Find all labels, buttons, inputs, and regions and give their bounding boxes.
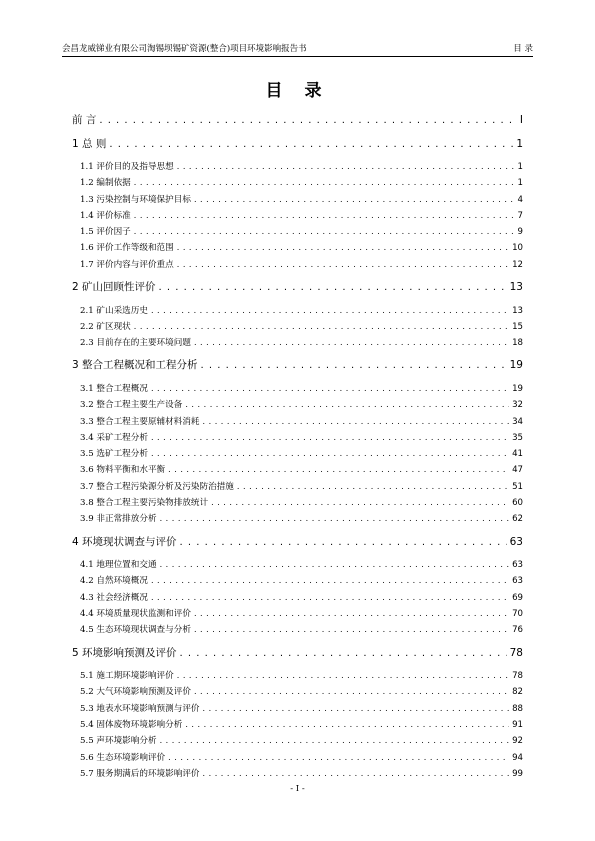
toc-dot-leader bbox=[160, 733, 510, 749]
toc-dot-leader bbox=[151, 446, 509, 462]
toc-entry-label: 5.5 声环境影响分析 bbox=[80, 736, 157, 747]
toc-entry-label: 5.4 固体废物环境影响分析 bbox=[80, 720, 183, 731]
header-document-title: 会昌龙威锑业有限公司淘锡坝锡矿资源(整合)项目环境影响报告书 bbox=[62, 44, 307, 54]
toc-entry-page-number: 13 bbox=[509, 281, 523, 294]
toc-section-entry[interactable] bbox=[72, 495, 523, 511]
toc-entry-label: 3.1 整合工程概况 bbox=[80, 383, 148, 394]
toc-dot-leader bbox=[168, 750, 509, 766]
toc-entry-page-number: 1 bbox=[517, 178, 523, 189]
toc-entry-page-number: 63 bbox=[509, 535, 523, 548]
toc-dot-leader bbox=[177, 668, 509, 684]
toc-entry-label: 1.2 编制依据 bbox=[80, 178, 131, 189]
toc-dot-leader bbox=[160, 511, 510, 527]
toc-dot-leader bbox=[99, 112, 517, 130]
toc-section-entry[interactable] bbox=[72, 257, 523, 273]
toc-entry-page-number: 76 bbox=[512, 625, 523, 636]
toc-entry-label: 4.2 自然环境概况 bbox=[80, 576, 148, 587]
toc-dot-leader bbox=[151, 430, 509, 446]
toc-entry-page-number: 4 bbox=[517, 194, 523, 205]
toc-entry-page-number: 63 bbox=[512, 560, 523, 571]
toc-dot-leader bbox=[159, 279, 507, 297]
toc-entry-page-number: 10 bbox=[512, 243, 523, 254]
toc-dot-leader bbox=[134, 319, 509, 335]
toc-dot-leader bbox=[180, 645, 507, 663]
toc-entry-label: 5 环境影响预测及评价 bbox=[72, 646, 177, 659]
toc-dot-leader bbox=[180, 534, 507, 552]
toc-entry-page-number: 15 bbox=[512, 321, 523, 332]
toc-entry-page-number: 51 bbox=[512, 481, 523, 492]
toc-section-entry[interactable] bbox=[72, 159, 523, 175]
toc-entry-page-number: 12 bbox=[512, 259, 523, 270]
toc-entry-page-number: 70 bbox=[512, 609, 523, 620]
toc-section-entry[interactable] bbox=[72, 750, 523, 766]
toc-entry-label: 3 整合工程概况和工程分析 bbox=[72, 359, 198, 372]
toc-entry-label: 前 言 bbox=[72, 114, 97, 126]
toc-entry-page-number: 1 bbox=[517, 162, 523, 172]
toc-entry-page-number: 99 bbox=[512, 768, 523, 779]
toc-dot-leader bbox=[151, 381, 509, 397]
toc-entry-label: 5.3 地表水环境影响预测与评价 bbox=[80, 703, 200, 714]
toc-entry-page-number: 88 bbox=[512, 703, 523, 714]
toc-section-entry[interactable] bbox=[72, 590, 523, 606]
toc-entry-page-number: 35 bbox=[512, 432, 523, 443]
toc-section-entry[interactable] bbox=[72, 397, 523, 413]
toc-entry-page-number: 69 bbox=[512, 592, 523, 603]
toc-entry-label: 3.7 整合工程污染源分析及污染防治措施 bbox=[80, 481, 234, 492]
toc-section-entry[interactable] bbox=[72, 381, 523, 397]
toc-entry-page-number: 32 bbox=[512, 400, 523, 411]
toc-entry-page-number: 78 bbox=[509, 646, 523, 659]
toc-entry-page-number: 19 bbox=[512, 383, 523, 394]
toc-entry-page-number: I bbox=[519, 114, 523, 126]
toc-section-entry[interactable] bbox=[72, 303, 523, 319]
toc-dot-leader bbox=[203, 414, 510, 430]
toc-section-entry[interactable] bbox=[72, 462, 523, 478]
toc-section-entry[interactable] bbox=[72, 717, 523, 733]
toc-section-entry[interactable] bbox=[72, 240, 523, 256]
toc-section-entry[interactable] bbox=[72, 192, 523, 208]
toc-entry-label: 4.4 环境质量现状监测和评价 bbox=[80, 609, 191, 620]
toc-dot-leader bbox=[194, 622, 509, 638]
toc-entry-label: 2.1 矿山采选历史 bbox=[80, 305, 148, 316]
toc-entry-page-number: 7 bbox=[517, 210, 523, 221]
toc-entry-label: 3.4 采矿工程分析 bbox=[80, 432, 148, 443]
toc-entry-page-number: 82 bbox=[512, 687, 523, 698]
toc-dot-leader bbox=[134, 175, 515, 191]
toc-dot-leader bbox=[151, 590, 509, 606]
toc-entry-label: 2 矿山回顾性评价 bbox=[72, 281, 156, 294]
toc-section-entry[interactable] bbox=[72, 766, 523, 782]
toc-entry-label: 3.3 整合工程主要原辅材料消耗 bbox=[80, 416, 200, 427]
toc-entry-label: 4 环境现状调查与评价 bbox=[72, 535, 177, 548]
toc-dot-leader bbox=[151, 573, 509, 589]
header-section-label: 目 录 bbox=[513, 44, 533, 54]
toc-entry-page-number: 9 bbox=[517, 227, 523, 238]
toc-entry-label: 1.1 评价目的及指导思想 bbox=[80, 162, 174, 172]
toc-section-entry[interactable] bbox=[72, 557, 523, 573]
toc-section-entry[interactable] bbox=[72, 573, 523, 589]
toc-entry-label: 4.3 社会经济概况 bbox=[80, 592, 148, 603]
toc-entry-label: 1.5 评价因子 bbox=[80, 227, 131, 238]
toc-entry-page-number: 41 bbox=[512, 449, 523, 460]
toc-section-entry[interactable] bbox=[72, 430, 523, 446]
toc-section-entry[interactable] bbox=[72, 208, 523, 224]
toc-dot-leader bbox=[151, 303, 509, 319]
toc-entry-label: 3.9 非正常排放分析 bbox=[80, 514, 157, 525]
toc-chapter-entry[interactable] bbox=[72, 279, 523, 297]
toc-entry-label: 4.5 生态环境现状调查与分析 bbox=[80, 625, 191, 636]
toc-section-entry[interactable] bbox=[72, 414, 523, 430]
toc-dot-leader bbox=[134, 208, 515, 224]
toc-entry-label: 3.6 物料平衡和水平衡 bbox=[80, 465, 166, 476]
toc-chapter-entry[interactable] bbox=[72, 136, 523, 154]
toc-spacer bbox=[72, 528, 523, 532]
toc-entry-label: 2.3 目前存在的主要环境问题 bbox=[80, 338, 191, 349]
toc-entry-label: 1.3 污染控制与环境保护目标 bbox=[80, 194, 191, 205]
toc-section-entry[interactable] bbox=[72, 479, 523, 495]
toc-dot-leader bbox=[194, 192, 515, 208]
toc-entry-label: 4.1 地理位置和交通 bbox=[80, 560, 157, 571]
toc-section-entry[interactable] bbox=[72, 224, 523, 240]
page-number-footer: - I - bbox=[290, 784, 305, 794]
toc-dot-leader bbox=[211, 495, 509, 511]
toc-dot-leader bbox=[177, 257, 509, 273]
toc-dot-leader bbox=[203, 766, 510, 782]
toc-section-entry[interactable] bbox=[72, 733, 523, 749]
toc-entry-page-number: 78 bbox=[512, 671, 523, 682]
toc-section-entry[interactable] bbox=[72, 446, 523, 462]
toc-section-entry[interactable] bbox=[72, 701, 523, 717]
toc-entry-label: 3.5 选矿工程分析 bbox=[80, 449, 148, 460]
toc-entry-page-number: 62 bbox=[512, 514, 523, 525]
toc-section-entry[interactable] bbox=[72, 335, 523, 351]
toc-entry-label: 2.2 矿区现状 bbox=[80, 321, 131, 332]
toc-dot-leader bbox=[109, 136, 513, 154]
toc-entry-page-number: 19 bbox=[509, 359, 523, 372]
toc-dot-leader bbox=[168, 462, 509, 478]
toc-dot-leader bbox=[194, 335, 509, 351]
toc-section-entry[interactable] bbox=[72, 319, 523, 335]
toc-entry-page-number: 92 bbox=[512, 736, 523, 747]
toc-entry-label: 1.6 评价工作等级和范围 bbox=[80, 243, 174, 254]
toc-entry-label: 1 总 则 bbox=[72, 137, 107, 150]
toc-entry-page-number: 13 bbox=[512, 305, 523, 316]
toc-section-entry[interactable] bbox=[72, 511, 523, 527]
toc-entry-label: 3.2 整合工程主要生产设备 bbox=[80, 400, 183, 411]
toc-entry-page-number: 1 bbox=[516, 137, 523, 150]
toc-dot-leader bbox=[237, 479, 509, 495]
toc-spacer bbox=[72, 639, 523, 643]
table-of-contents bbox=[72, 110, 523, 782]
toc-dot-leader bbox=[177, 240, 509, 256]
toc-entry-page-number: 91 bbox=[512, 720, 523, 731]
toc-entry-label: 1.4 评价标准 bbox=[80, 210, 131, 221]
toc-entry-page-number: 34 bbox=[512, 416, 523, 427]
toc-section-entry[interactable] bbox=[72, 622, 523, 638]
toc-dot-leader bbox=[177, 159, 515, 175]
toc-entry-label: 5.1 施工期环境影响评价 bbox=[80, 671, 174, 682]
toc-entry-page-number: 60 bbox=[512, 498, 523, 509]
toc-entry-label: 5.2 大气环境影响预测及评价 bbox=[80, 687, 191, 698]
toc-dot-leader bbox=[203, 701, 510, 717]
toc-chapter-entry[interactable] bbox=[72, 645, 523, 663]
toc-dot-leader bbox=[185, 397, 509, 413]
toc-entry-label: 5.7 服务期满后的环境影响评价 bbox=[80, 768, 200, 779]
toc-chapter-entry[interactable] bbox=[72, 112, 523, 130]
toc-dot-leader bbox=[201, 357, 507, 375]
toc-dot-leader bbox=[194, 684, 509, 700]
toc-chapter-entry[interactable] bbox=[72, 534, 523, 552]
toc-dot-leader bbox=[134, 224, 515, 240]
toc-dot-leader bbox=[160, 557, 510, 573]
toc-entry-page-number: 94 bbox=[512, 752, 523, 763]
toc-entry-page-number: 63 bbox=[512, 576, 523, 587]
toc-spacer bbox=[72, 351, 523, 355]
toc-chapter-entry[interactable] bbox=[72, 357, 523, 375]
toc-section-entry[interactable] bbox=[72, 175, 523, 191]
page-title: 目 录 bbox=[265, 81, 330, 101]
toc-entry-page-number: 18 bbox=[512, 338, 523, 349]
toc-section-entry[interactable] bbox=[72, 668, 523, 684]
toc-section-entry[interactable] bbox=[72, 606, 523, 622]
toc-entry-label: 3.8 整合工程主要污染物排放统计 bbox=[80, 498, 209, 509]
page-header bbox=[62, 40, 533, 57]
toc-entry-label: 5.6 生态环境影响评价 bbox=[80, 752, 166, 763]
toc-section-entry[interactable] bbox=[72, 684, 523, 700]
toc-entry-page-number: 47 bbox=[512, 465, 523, 476]
toc-dot-leader bbox=[194, 606, 509, 622]
toc-spacer bbox=[72, 273, 523, 277]
toc-dot-leader bbox=[185, 717, 509, 733]
toc-entry-label: 1.7 评价内容与评价重点 bbox=[80, 259, 174, 270]
